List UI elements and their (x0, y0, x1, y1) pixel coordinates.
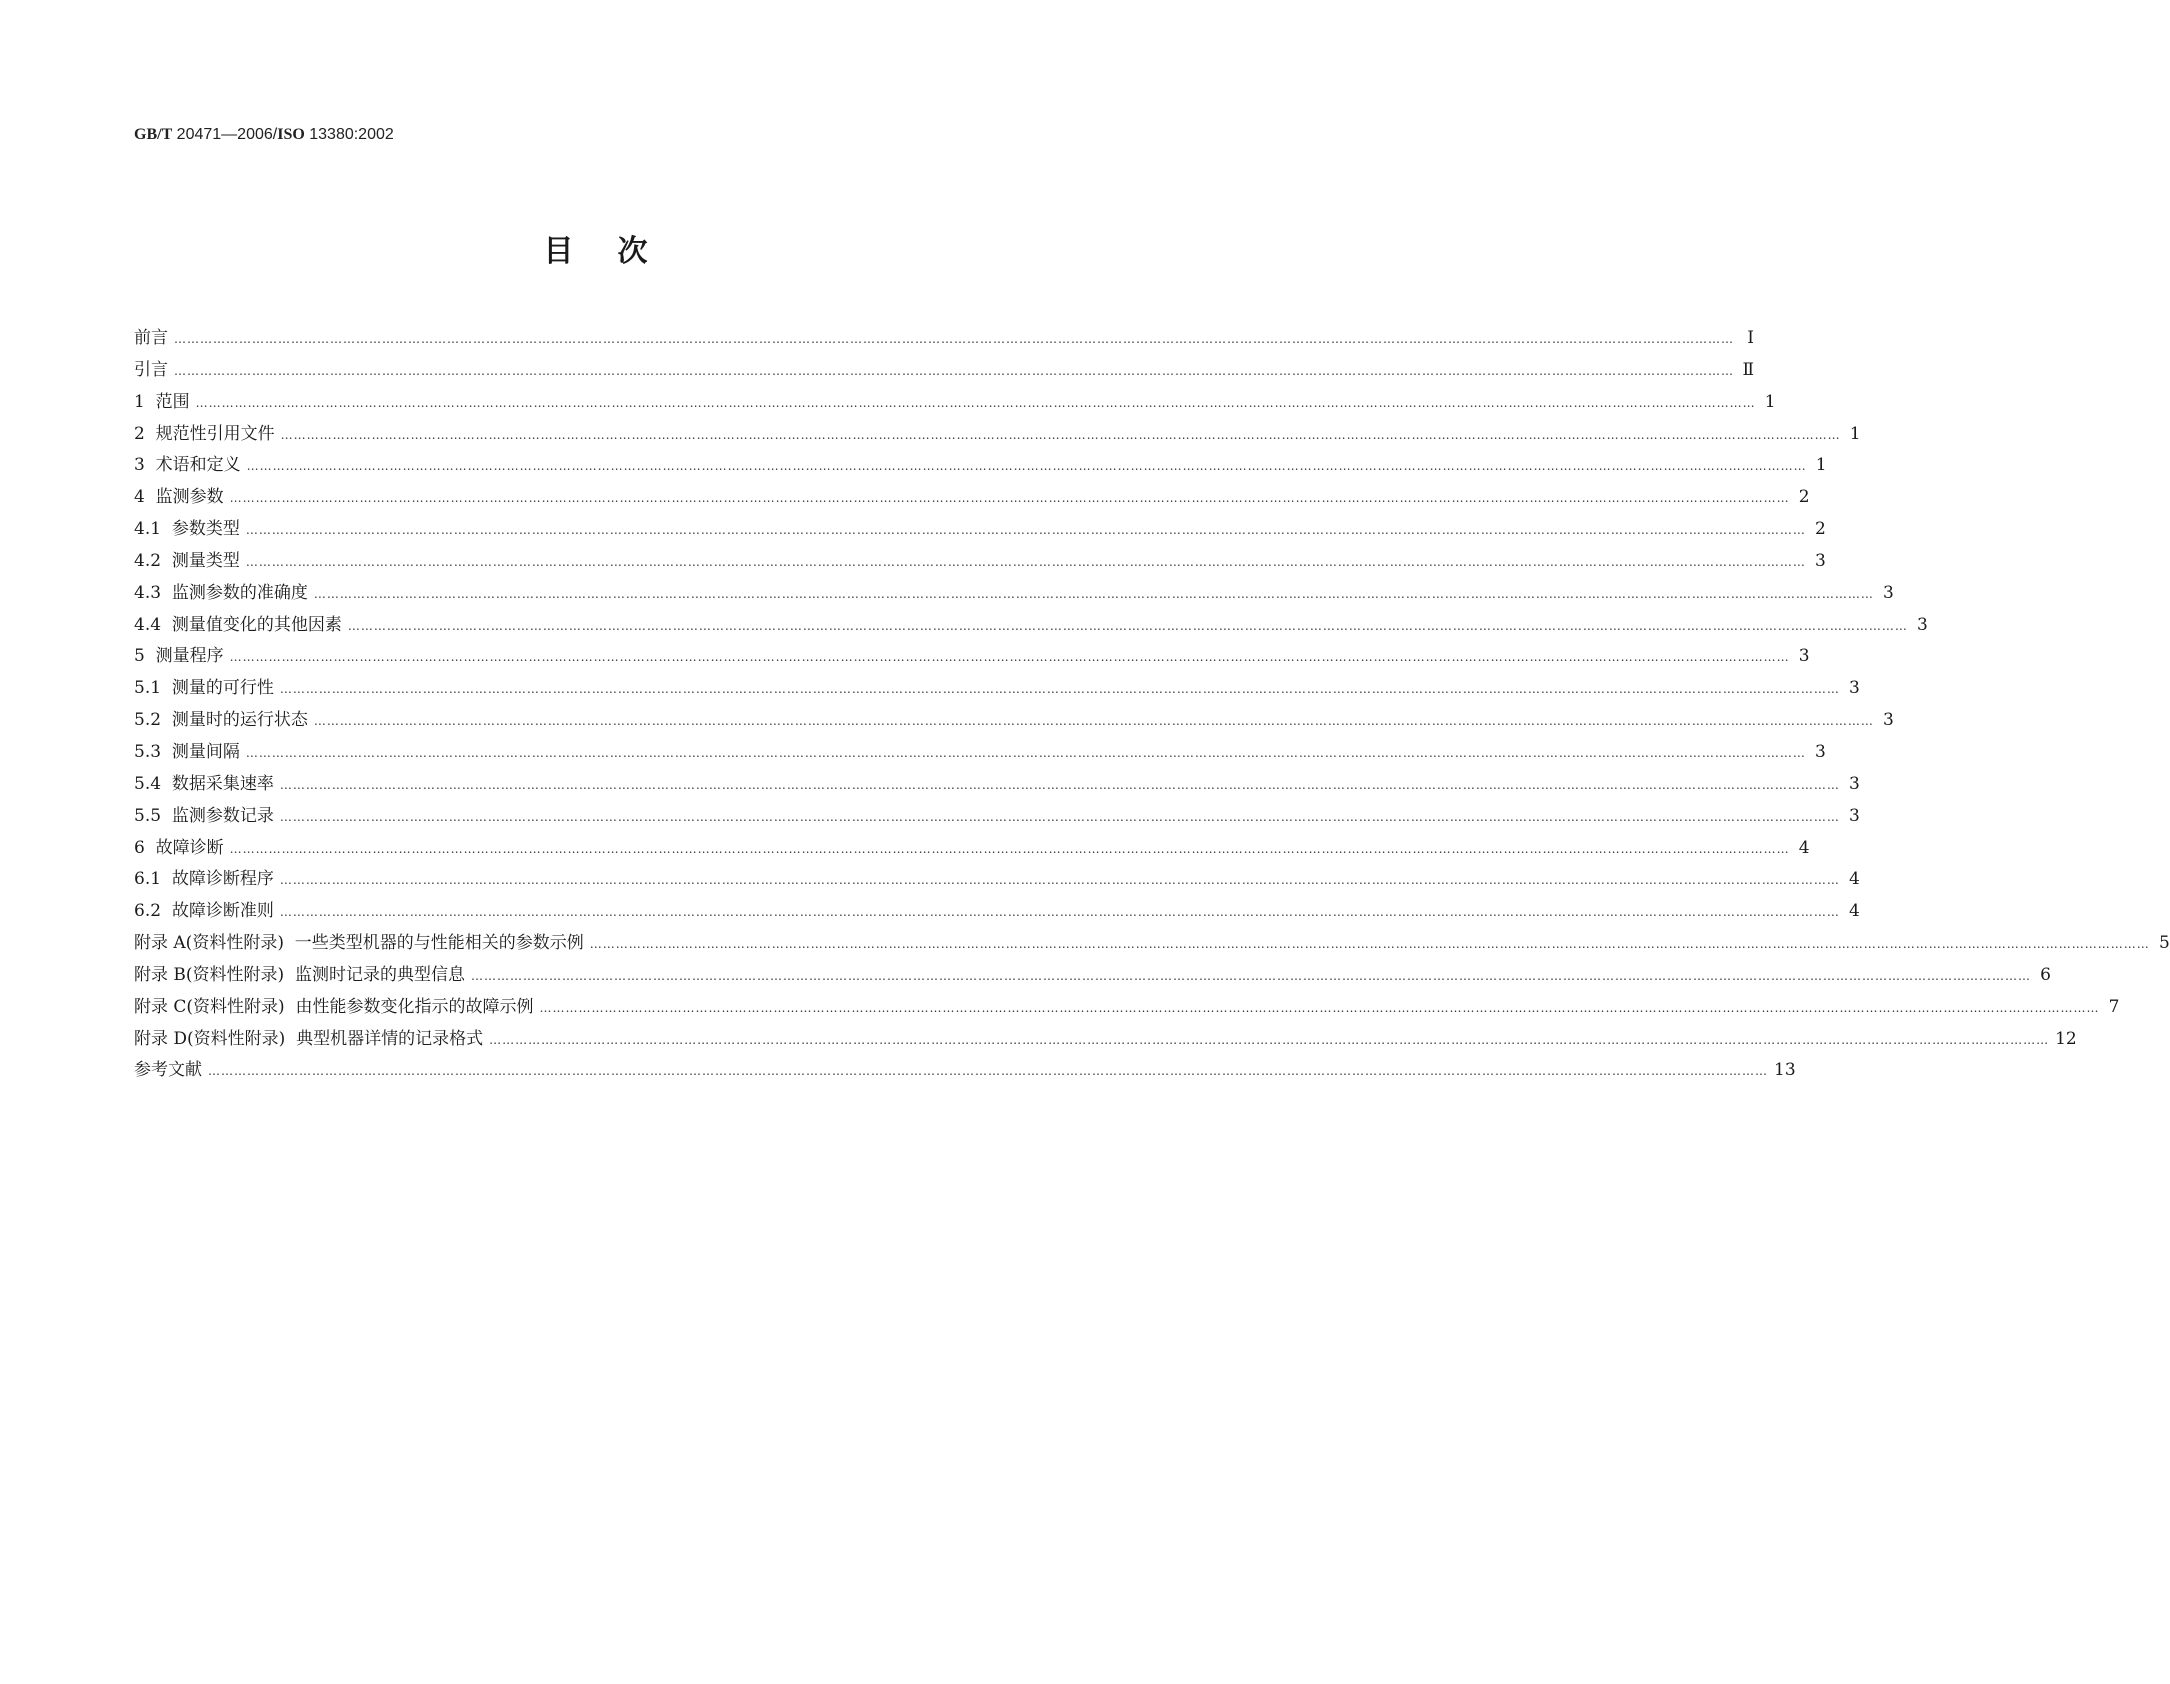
toc-entry-page: 3 (1849, 805, 1860, 826)
toc-entry-label: 6.2 故障诊断准则 (134, 901, 274, 922)
toc-entry[interactable] (134, 1028, 2077, 1060)
toc-entry-label: 4.1 参数类型 (134, 519, 240, 540)
toc-entry[interactable] (134, 645, 1810, 677)
toc-entry-label: 4.4 测量值变化的其他因素 (134, 614, 342, 635)
toc-dot-leader: ……………………………………………………………………………………………………………………………………………………………………………………………………………………………………………………………………………………………………………………………… (229, 841, 1790, 856)
toc-entry-label: 4.3 监测参数的准确度 (134, 582, 308, 603)
toc-dot-leader: ……………………………………………………………………………………………………………………………………………………………………………………………………………………………………………………………………………………………………………………………… (347, 618, 1908, 633)
toc-dot-leader: ……………………………………………………………………………………………………………………………………………………………………………………………………………………………………………………………………………………………………………………………… (245, 554, 1806, 569)
toc-entry-page: Ⅱ (1742, 359, 1754, 380)
toc-entry[interactable] (134, 773, 1860, 805)
toc-entry[interactable] (134, 868, 1860, 900)
toc-entry-page: 1 (1815, 455, 1827, 476)
toc-entry[interactable] (134, 709, 1894, 741)
toc-dot-leader: ……………………………………………………………………………………………………………………………………………………………………………………………………………………………………………………………………………………………………………………………… (589, 937, 2150, 952)
toc-dot-leader: ……………………………………………………………………………………………………………………………………………………………………………………………………………………………………………………………………………………………………………………………… (245, 745, 1806, 760)
standard-code (134, 126, 394, 144)
toc-entry-page: 12 (2055, 1028, 2077, 1049)
toc-entry-label: 5.2 测量时的运行状态 (134, 710, 308, 731)
toc-entry-page: 3 (1815, 741, 1826, 762)
toc-dot-leader: ……………………………………………………………………………………………………………………………………………………………………………………………………………………………………………………………………………………………………………………………… (279, 873, 1840, 888)
toc-dot-leader: ……………………………………………………………………………………………………………………………………………………………………………………………………………………………………………………………………………………………………………………………… (489, 1032, 2050, 1047)
toc-dot-leader: ……………………………………………………………………………………………………………………………………………………………………………………………………………………………………………………………………………………………………………………………… (279, 777, 1840, 792)
toc-dot-leader: ……………………………………………………………………………………………………………………………………………………………………………………………………………………………………………………………………………………………………………………………… (279, 682, 1840, 697)
toc-dot-leader: ……………………………………………………………………………………………………………………………………………………………………………………………………………………………………………………………………………………………………………………………… (246, 459, 1807, 474)
toc-entry-page: 6 (2040, 964, 2051, 985)
toc-entry-label: 参考文献 (134, 1060, 202, 1081)
toc-entry-page: 3 (1917, 614, 1928, 635)
toc-entry-page: 4 (1849, 901, 1860, 922)
toc-entry[interactable] (134, 614, 1928, 646)
toc-entry-page: 4 (1798, 837, 1810, 858)
toc-dot-leader: ……………………………………………………………………………………………………………………………………………………………………………………………………………………………………………………………………………………………………………………………… (539, 1000, 2100, 1015)
toc-entry-label: 5.4 数据采集速率 (134, 773, 274, 794)
toc-dot-leader: ……………………………………………………………………………………………………………………………………………………………………………………………………………………………………………………………………………………………………………………………… (313, 586, 1874, 601)
page-title: 目次 (543, 234, 692, 269)
toc-entry-page: 13 (1774, 1060, 1796, 1081)
toc-dot-leader: ……………………………………………………………………………………………………………………………………………………………………………………………………………………………………………………………………………………………………………………………… (174, 332, 1734, 346)
iso-code-prefix: ISO (277, 126, 305, 143)
toc-entry[interactable] (134, 964, 2051, 996)
toc-entry[interactable] (134, 932, 2170, 964)
toc-entry[interactable] (134, 359, 1754, 391)
toc-entry-page: Ⅰ (1747, 328, 1754, 348)
toc-entry-label: 附录 B(资料性附录) 监测时记录的典型信息 (134, 964, 465, 985)
toc-dot-leader: ……………………………………………………………………………………………………………………………………………………………………………………………………………………………………………………………………………………………………………………………… (280, 427, 1841, 442)
toc-entry-page: 2 (1815, 519, 1826, 540)
toc-entry[interactable] (134, 327, 1754, 359)
toc-entry-page: 5 (2158, 933, 2170, 954)
toc-entry[interactable] (134, 677, 1860, 709)
toc-entry-page: 3 (1798, 646, 1810, 667)
toc-entry-page: 7 (2108, 996, 2120, 1017)
toc-entry[interactable] (134, 423, 1861, 455)
toc-entry-page: 3 (1849, 678, 1860, 699)
toc-entry-label: 6 故障诊断 (134, 837, 224, 858)
toc-entry-page: 1 (1849, 423, 1861, 444)
toc-entry-page: 3 (1849, 773, 1860, 794)
toc-dot-leader: ……………………………………………………………………………………………………………………………………………………………………………………………………………………………………………………………………………………………………………………………… (174, 363, 1734, 378)
toc-entry[interactable] (134, 391, 1776, 423)
toc-entry-label: 5.5 监测参数记录 (134, 805, 274, 826)
toc-entry-label: 5.1 测量的可行性 (134, 678, 274, 699)
iso-code-number: 13380:2002 (304, 126, 394, 143)
toc-entry-label: 4 监测参数 (134, 487, 224, 508)
toc-entry-label: 4.2 测量类型 (134, 550, 240, 571)
toc-entry[interactable] (134, 454, 1827, 486)
toc-entry-label: 附录 C(资料性附录) 由性能参数变化指示的故障示例 (134, 996, 534, 1017)
table-of-contents (134, 327, 2170, 1091)
toc-entry-label: 引言 (134, 359, 168, 380)
toc-dot-leader: ……………………………………………………………………………………………………………………………………………………………………………………………………………………………………………………………………………………………………………………………… (208, 1064, 1768, 1079)
toc-entry-label: 1 范围 (134, 391, 190, 412)
toc-entry-page: 3 (1815, 550, 1826, 571)
toc-entry-label: 3 术语和定义 (134, 455, 241, 476)
standard-code-number: 20471—2006/ (172, 126, 278, 143)
toc-dot-leader: ……………………………………………………………………………………………………………………………………………………………………………………………………………………………………………………………………………………………………………………………… (313, 714, 1874, 729)
toc-entry-page: 1 (1764, 391, 1776, 412)
toc-entry-label: 5.3 测量间隔 (134, 741, 240, 762)
toc-entry[interactable] (134, 1059, 1796, 1091)
toc-entry[interactable] (134, 837, 1810, 869)
toc-entry[interactable] (134, 741, 1826, 773)
toc-entry[interactable] (134, 486, 1810, 518)
toc-entry[interactable] (134, 550, 1826, 582)
toc-entry[interactable] (134, 805, 1860, 837)
toc-entry-label: 5 测量程序 (134, 646, 224, 667)
toc-dot-leader: ……………………………………………………………………………………………………………………………………………………………………………………………………………………………………………………………………………………………………………………………… (279, 809, 1840, 824)
toc-dot-leader: ……………………………………………………………………………………………………………………………………………………………………………………………………………………………………………………………………………………………………………………………… (245, 523, 1806, 538)
toc-entry[interactable] (134, 582, 1894, 614)
toc-dot-leader: ……………………………………………………………………………………………………………………………………………………………………………………………………………………………………………………………………………………………………………………………… (279, 905, 1840, 920)
toc-entry-label: 前言 (134, 328, 168, 348)
toc-entry-label: 附录 D(资料性附录) 典型机器详情的记录格式 (134, 1028, 484, 1049)
toc-entry[interactable] (134, 900, 1860, 932)
toc-entry-label: 6.1 故障诊断程序 (134, 869, 274, 890)
toc-entry-page: 3 (1883, 582, 1894, 603)
standard-code-prefix: GB/T (134, 126, 173, 143)
toc-entry-page: 3 (1883, 710, 1894, 731)
toc-entry[interactable] (134, 996, 2120, 1028)
toc-dot-leader: ……………………………………………………………………………………………………………………………………………………………………………………………………………………………………………………………………………………………………………………………… (229, 650, 1790, 665)
toc-entry-page: 2 (1798, 487, 1810, 508)
toc-dot-leader: ……………………………………………………………………………………………………………………………………………………………………………………………………………………………………………………………………………………………………………………………… (195, 395, 1756, 410)
toc-entry-label: 2 规范性引用文件 (134, 423, 275, 444)
toc-entry-label: 附录 A(资料性附录) 一些类型机器的与性能相关的参数示例 (134, 933, 584, 954)
toc-dot-leader: ……………………………………………………………………………………………………………………………………………………………………………………………………………………………………………………………………………………………………………………………… (470, 968, 2031, 983)
toc-entry[interactable] (134, 518, 1826, 550)
toc-dot-leader: ……………………………………………………………………………………………………………………………………………………………………………………………………………………………………………………………………………………………………………………………… (229, 491, 1790, 506)
toc-entry-page: 4 (1849, 869, 1860, 890)
